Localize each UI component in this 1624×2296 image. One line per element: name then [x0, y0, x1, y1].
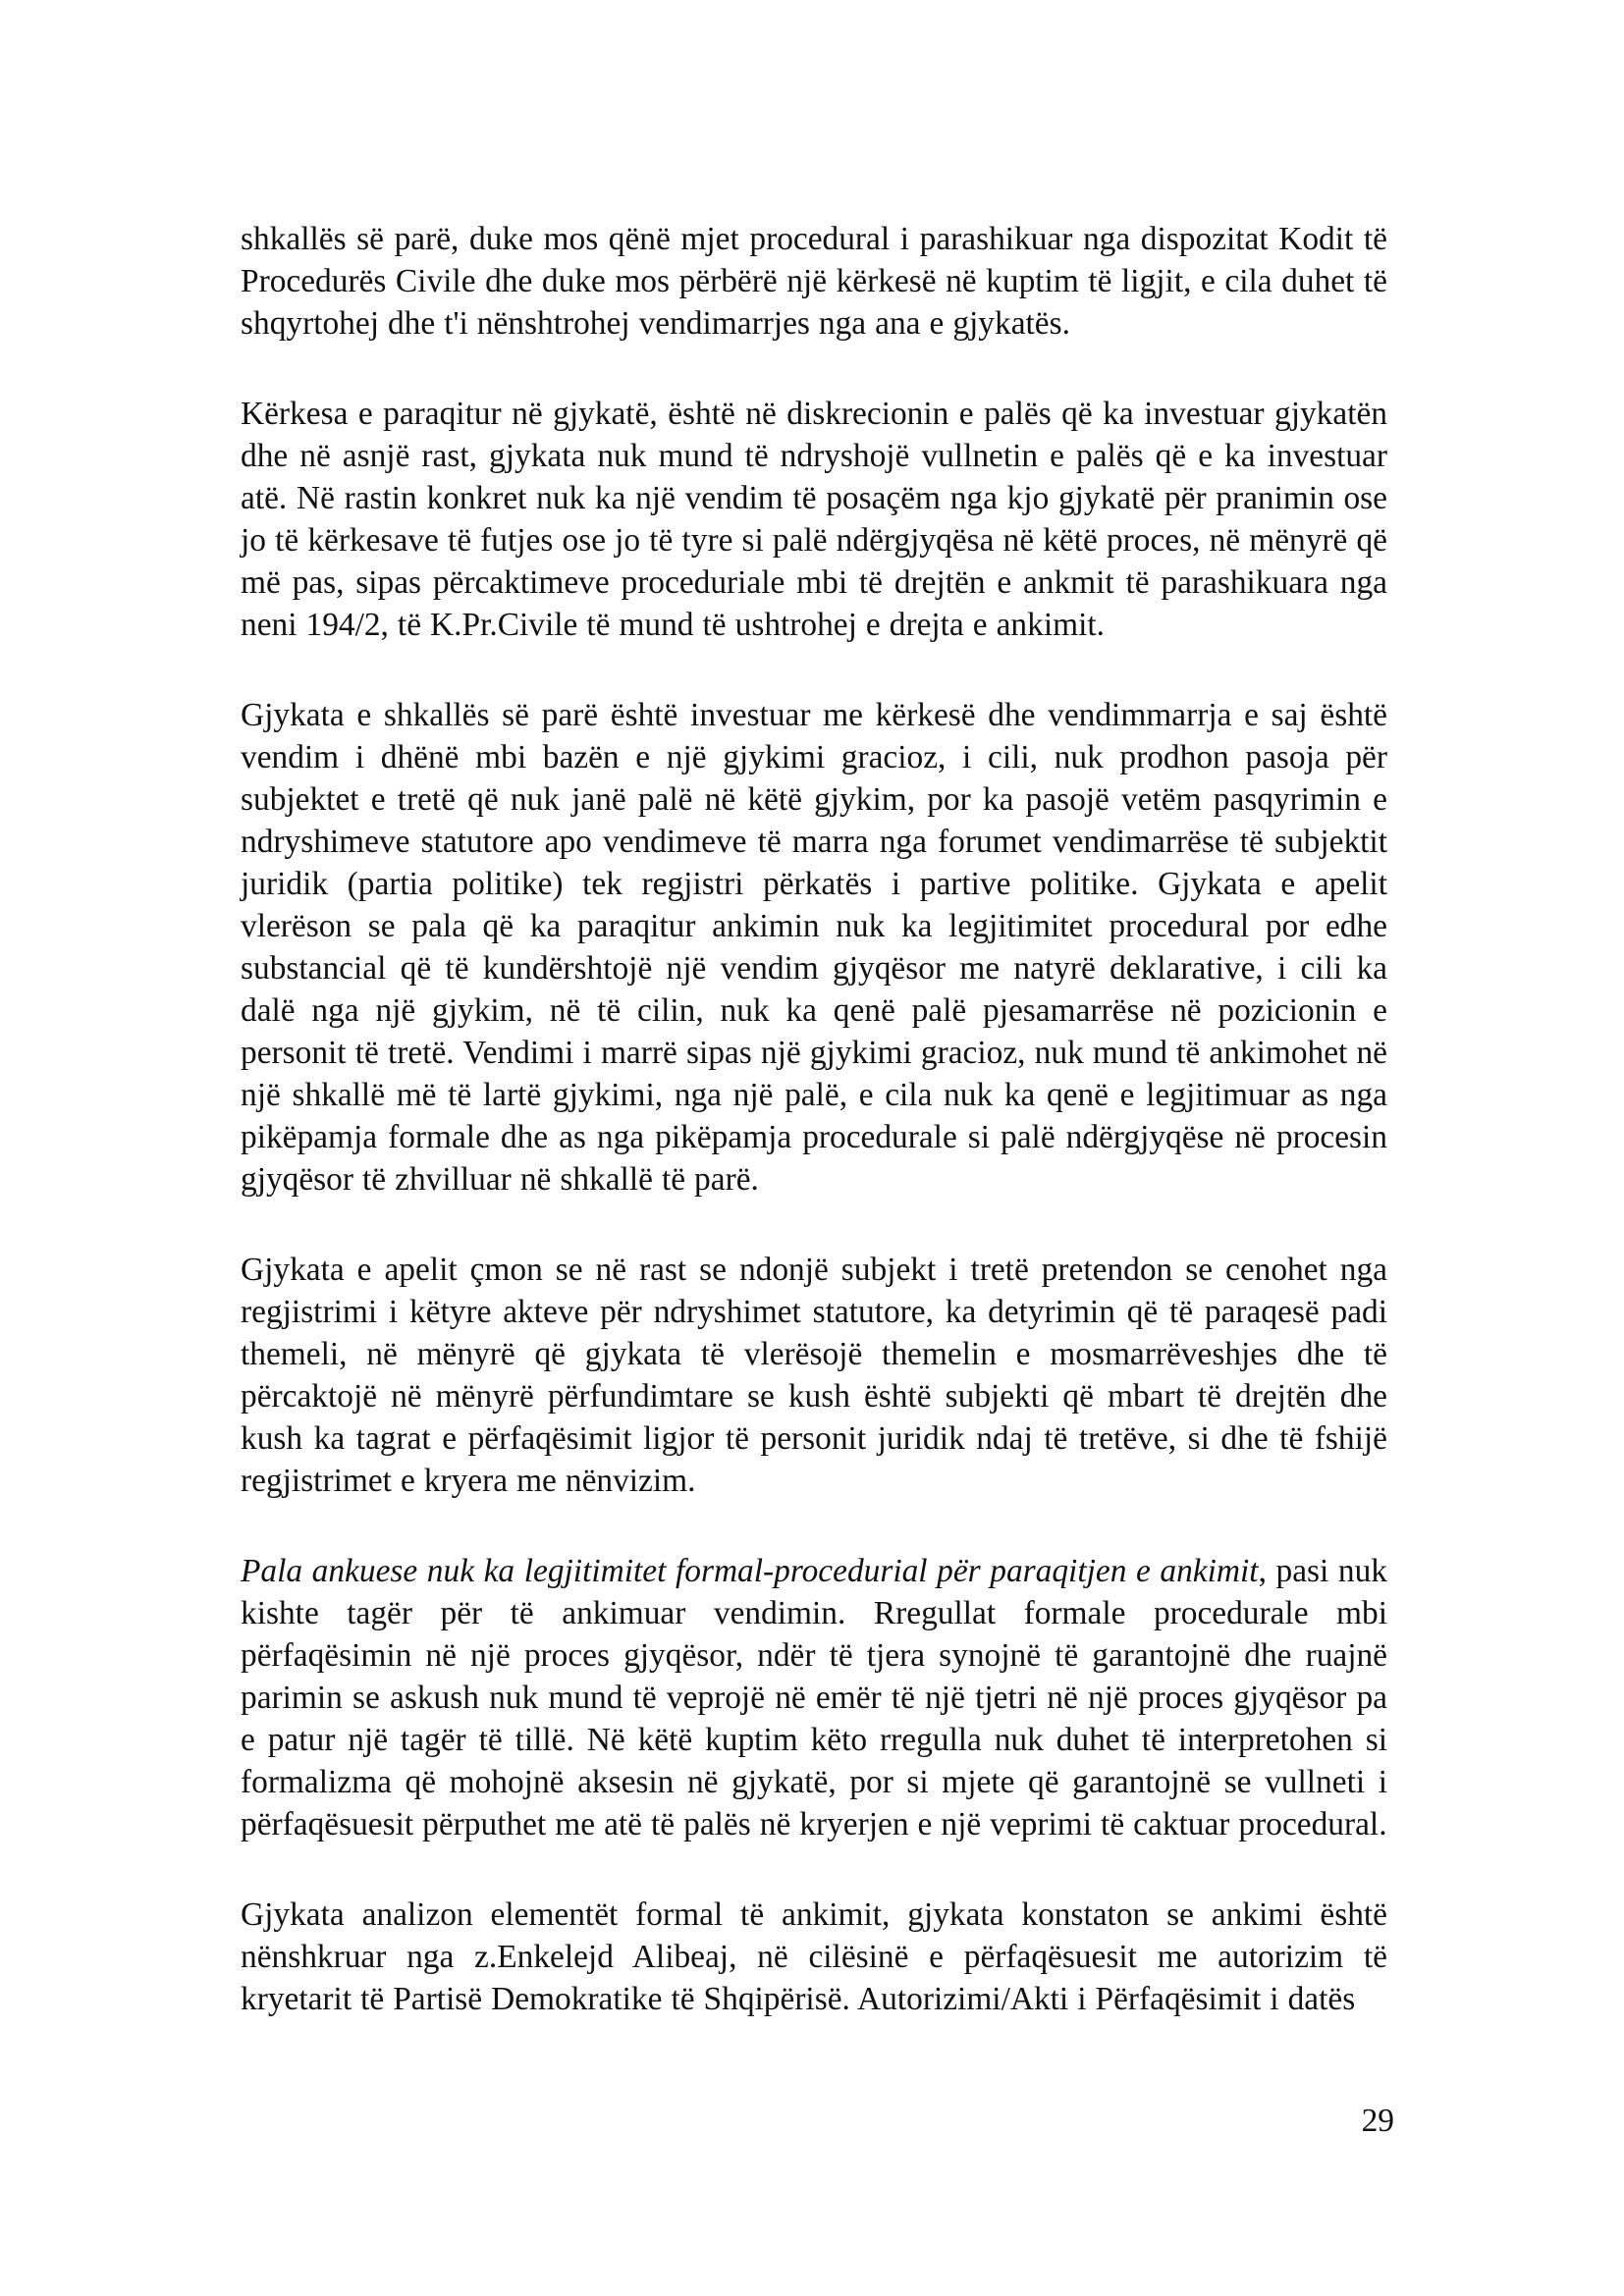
paragraph-2: Kërkesa e paraqitur në gjykatë, është në diskrecionin e palës që ka investuar gjykatën dhe në asnjë rast, gjykata nuk mund të ndryshojë vullnetin e palës që e ka investuar atë. Në rastin konkret nuk ka një vendim të posaçëm nga kjo gjykatë për pranimin ose jo të kërkesave të futjes ose jo të tyre si palë ndërgjyqësa në këtë proces, në mënyrë që më pas, sipas përcaktimeve proceduriale mbi të drejtën e ankmit të parashikuara nga neni 194/2, të K.Pr.Civile të mund të ushtrohej e drejta e ankimit.: [241, 396, 1387, 643]
page-number: 29: [1361, 2103, 1394, 2139]
paragraph-5: [241, 1550, 1387, 1845]
text-block: [241, 218, 1387, 2020]
paragraph-5-italic-lead: Pala ankuese nuk ka legjitimitet formal-procedurial për paraqitjen e ankimit: [241, 1553, 1259, 1589]
paragraph-5-body: , pasi nuk kishte tagër për të ankimuar vendimin. Rregullat formale procedurale mbi përfaqësimin në një proces gjyqësor, ndër të tjera synojnë të garantojnë dhe ruajnë parimin se askush nuk mund të veprojë në emër të një tjetri në një proces gjyqësor pa e patur një tagër të tillë. Në këtë kuptim këto rregulla nuk duhet të interpretohen si formalizma që mohojnë aksesin në gjykatë, por si mjete që garantojnë se vullneti i përfaqësuesit përputhet me atë të palës në kryerjen e një veprimi të caktuar procedural.: [241, 1553, 1387, 1842]
paragraph-3: Gjykata e shkallës së parë është investuar me kërkesë dhe vendimmarrja e saj është vendim i dhënë mbi bazën e një gjykimi gracioz, i cili, nuk prodhon pasoja për subjektet e tretë që nuk janë palë në këtë gjykim, por ka pasojë vetëm pasqyrimin e ndryshimeve statutore apo vendimeve të marra nga forumet vendimarrëse të subjektit juridik (partia politike) tek regjistri përkatës i partive politike. Gjykata e apelit vlerëson se pala që ka paraqitur ankimin nuk ka legjitimitet procedural por edhe substancial që të kundërshtojë një vendim gjyqësor me natyrë deklarative, i cili ka dalë nga një gjykim, në të cilin, nuk ka qenë palë pjesamarrëse në pozicionin e personit të tretë. Vendimi i marrë sipas një gjykimi gracioz, nuk mund të ankimohet në një shkallë më të lartë gjykimi, nga një palë, e cila nuk ka qenë e legjitimuar as nga pikëpamja formale dhe as nga pikëpamja procedurale si palë ndërgjyqëse në procesin gjyqësor të zhvilluar në shkallë të parë.: [241, 697, 1387, 1198]
paragraph-6: Gjykata analizon elementët formal të ankimit, gjykata konstaton se ankimi është nënshkruar nga z.Enkelejd Alibeaj, në cilësinë e përfaqësuesit me autorizim të kryetarit të Partisë Demokratike të Shqipërisë. Autorizimi/Akti i Përfaqësimit i datës: [241, 1896, 1387, 2017]
paragraph-4: Gjykata e apelit çmon se në rast se ndonjë subjekt i tretë pretendon se cenohet nga regjistrimi i këtyre akteve për ndryshimet statutore, ka detyrimin që të paraqesë padi themeli, në mënyrë që gjykata të vlerësojë themelin e mosmarrëveshjes dhe të përcaktojë në mënyrë përfundimtare se kush është subjekti që mbart të drejtën dhe kush ka tagrat e përfaqësimit ligjor të personit juridik ndaj të tretëve, si dhe të fshijë regjistrimet e kryera me nënvizim.: [241, 1252, 1387, 1499]
paragraph-1: shkallës së parë, duke mos qënë mjet procedural i parashikuar nga dispozitat Kodit të Procedurës Civile dhe duke mos përbërë një kërkesë në kuptim të ligjit, e cila duhet të shqyrtohej dhe t'i nënshtrohej vendimarrjes nga ana e gjykatës.: [241, 221, 1387, 342]
